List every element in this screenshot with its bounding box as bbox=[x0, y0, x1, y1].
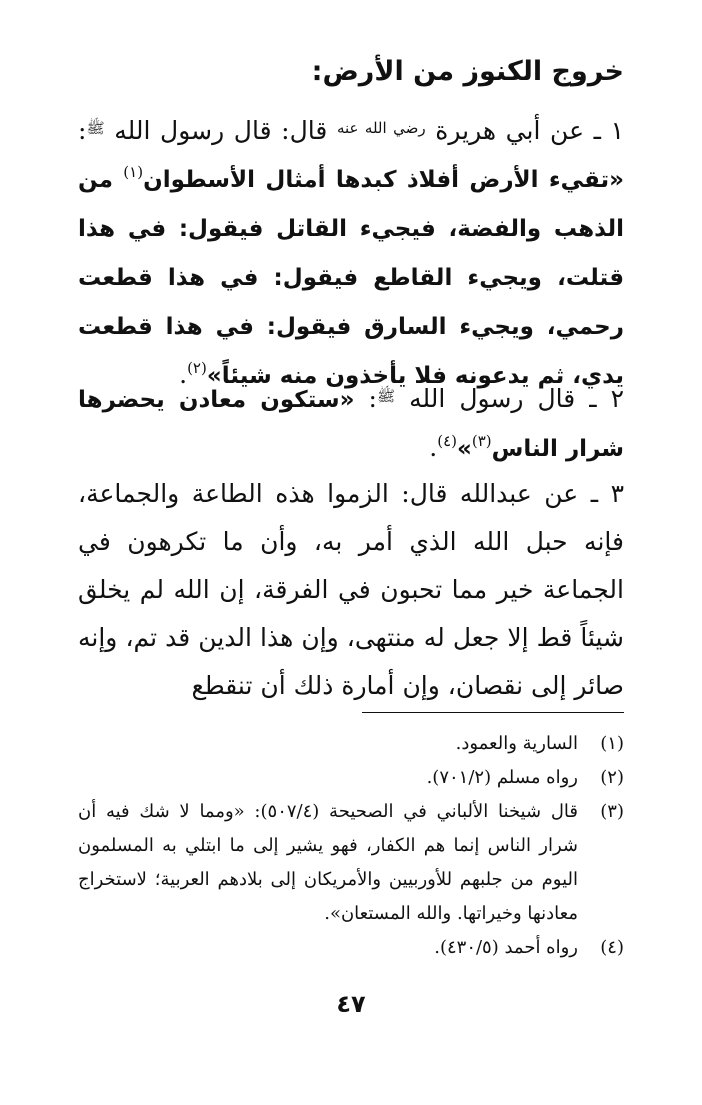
footnote-number: (١) bbox=[600, 733, 624, 754]
p2-end: . bbox=[429, 433, 438, 462]
footnote-number: (٢) bbox=[600, 767, 624, 788]
p1-quote-part1: «تقيء الأرض أفلاذ كبدها أمثال الأسطوان bbox=[143, 167, 624, 193]
footnotes bbox=[78, 727, 624, 965]
footnote-ref-1[interactable]: (١) bbox=[123, 163, 144, 181]
footnote-text: رواه مسلم (٧٠١/٢). bbox=[426, 767, 578, 788]
footnote-divider bbox=[362, 712, 624, 713]
p1-quote-part2: من الذهب والفضة، فيجيء القاتل فيقول: في هذا قتلت، ويجيء القاطع فيقول: في هذا قطعت رحمي، ويجيء السارق فيقول: في هذا قطعت يدي، ثم يدعونه فلا يأخذون منه شيئاً» bbox=[78, 167, 624, 389]
footnote-text: رواه أحمد (٤٣٠/٥). bbox=[434, 937, 578, 958]
p1-end: . bbox=[179, 360, 188, 389]
p1-colon: : bbox=[78, 116, 87, 145]
p1-lead: ١ ـ عن أبي هريرة bbox=[425, 116, 625, 145]
p1-mid: قال: قال رسول الله bbox=[104, 116, 337, 145]
footnote-1 bbox=[78, 727, 624, 761]
p2-quote: «ستكون معادن يحضرها شرار الناس bbox=[78, 387, 624, 462]
footnote-ref-3[interactable]: (٣) bbox=[471, 432, 492, 450]
honor-prophet: ﷺ bbox=[86, 119, 105, 137]
p2-quote-close: » bbox=[457, 436, 472, 462]
footnote-text: السارية والعمود. bbox=[455, 733, 578, 754]
section-heading: خروج الكنوز من الأرض: bbox=[311, 56, 624, 87]
footnote-number: (٣) bbox=[600, 801, 624, 822]
footnote-2 bbox=[78, 761, 624, 795]
p2-colon: : bbox=[354, 384, 377, 413]
honor-companion: رضي الله عنه bbox=[336, 119, 426, 137]
honor-prophet-2: ﷺ bbox=[376, 387, 396, 405]
hadith-paragraph-1 bbox=[78, 104, 624, 400]
hadith-paragraph-2 bbox=[78, 372, 624, 473]
p2-lead: ٢ ـ قال رسول الله bbox=[395, 384, 625, 413]
footnote-text: قال شيخنا الألباني في الصحيحة (٥٠٧/٤): «ومما لا شك فيه أن شرار الناس إنما هم الكفار، فهو يشير إلى ما ابتلي به المسلمون اليوم من جلبهم للأوربيين والأمريكان إلى بلادهم العربية؛ لاستخراج معادنها وخيراتها. والله المستعان». bbox=[78, 801, 578, 924]
footnote-ref-2[interactable]: (٢) bbox=[187, 359, 207, 377]
footnote-ref-4[interactable]: (٤) bbox=[437, 432, 458, 450]
footnote-number: (٤) bbox=[600, 937, 624, 958]
page-number: ٤٧ bbox=[336, 990, 366, 1018]
athar-paragraph-3: ٣ ـ عن عبدالله قال: الزموا هذه الطاعة والجماعة، فإنه حبل الله الذي أمر به، وأن ما تكرهون في الجماعة خير مما تحبون في الفرقة، إن الله لم يخلق شيئاً قط إلا جعل له منتهى، وإن هذا الدين قد تم، وإنه صائر إلى نقصان، وإن أمارة ذلك أن تنقطع bbox=[78, 479, 624, 700]
footnote-3 bbox=[78, 795, 624, 931]
footnote-4 bbox=[78, 931, 624, 965]
